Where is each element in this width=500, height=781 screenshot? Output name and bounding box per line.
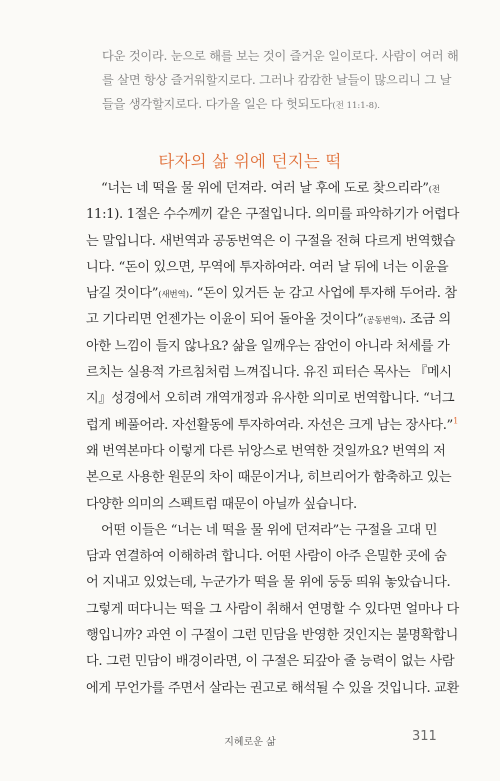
body-line: 다. 그런 민담이 배경이라면, 이 구절은 되갚아 줄 능력이 없는 사람 <box>86 654 455 670</box>
body-line: 어 지내고 있었는데, 누군가가 떡을 물 위에 둥둥 띄워 놓았습니다. <box>86 575 451 591</box>
quote-line <box>102 92 450 118</box>
quote-line: 다운 것이라. 눈으로 해를 보는 것이 즐거운 일이로다. 사람이 여러 해 <box>102 49 459 63</box>
section-title: 타자의 삶 위에 던지는 떡 <box>158 152 342 171</box>
body-line: 는 말입니다. 새번역과 공동번역은 이 구절을 전혀 다르게 번역했습 <box>86 233 456 249</box>
body-line-text: 고 기다리면 언젠가는 이윤이 되어 돌아올 것이다” <box>86 312 364 328</box>
running-footer-title: 지혜로운 삶 <box>224 737 276 748</box>
translation-label: (새번역) <box>158 289 189 300</box>
body-line: 아한 느낌이 들지 않나요? 삶을 일깨우는 잠언이 아니라 처세를 가 <box>86 338 450 354</box>
inline-reference: (전 <box>428 184 440 194</box>
body-line <box>86 413 458 439</box>
body-line: 본으로 사용한 원문의 차이 때문이거나, 히브리어가 함축하고 있는 <box>86 470 452 486</box>
body-line: 그렇게 떠다니는 떡을 그 사람이 취해서 연명할 수 있다면 얼마나 다 <box>86 601 459 617</box>
body-line: 르치는 실용적 가르침처럼 느껴집니다. 유진 피터슨 목사는 『메시 <box>86 365 452 381</box>
body-line: 어떤 이들은 “너는 네 떡을 물 위에 던져라”는 구절을 고대 민 <box>101 522 438 538</box>
body-line <box>86 176 458 202</box>
quote-reference: (전 11:1-8). <box>332 101 380 112</box>
body-line: 담과 연결하여 이해하려 합니다. 어떤 사람이 아주 은밀한 곳에 숨 <box>86 549 447 565</box>
page-number: 311 <box>412 729 437 744</box>
body-text <box>86 176 458 702</box>
quote-line: 를 살면 항상 즐거워할지로다. 그러나 캄캄한 날들이 많으리니 그 날 <box>102 73 452 88</box>
quote-line-text: 들을 생각할지로다. 다가올 일은 다 헛되도다 <box>102 97 333 112</box>
body-line <box>86 281 458 307</box>
body-line-text: 럽게 베풀어라. 자선활동에 투자하여라. 자선은 크게 남는 장사다.” <box>86 417 453 433</box>
body-line-text: 남길 것이다” <box>86 286 159 302</box>
body-line: 지』성경에서 오히려 개역개정과 유사한 의미로 번역합니다. “너그 <box>86 391 455 407</box>
body-line: 니다. “돈이 있으면, 무역에 투자하여라. 여러 날 뒤에 너는 이윤을 <box>86 259 449 275</box>
body-line: 11:1). 1절은 수수께끼 같은 구절입니다. 의미를 파악하기가 어렵다 <box>86 207 459 223</box>
footnote-marker[interactable]: 1 <box>452 416 458 427</box>
body-line: 행입니까? 과연 이 구절이 그런 민담을 반영한 것인지는 불명확합니 <box>86 628 458 644</box>
body-line <box>86 307 458 333</box>
body-line-text: . 조금 의 <box>402 312 451 328</box>
translation-label: (공동번역) <box>363 315 403 326</box>
body-line-text: . “돈이 있거든 눈 감고 사업에 투자해 두어라. 참 <box>189 286 457 302</box>
body-line: 왜 번역본마다 이렇게 다른 뉘앙스로 번역한 것일까요? 번역의 저 <box>86 443 446 459</box>
body-line: 에게 무언가를 주면서 살라는 권고로 해석될 수 있을 것입니다. 교환 <box>86 680 459 696</box>
body-line: 다양한 의미의 스펙트럼 때문이 아닐까 싶습니다. <box>86 496 357 512</box>
scripture-quote <box>102 44 459 119</box>
body-line-text: “너는 네 떡을 물 위에 던져라. 여러 날 후에 도로 찾으리라” <box>101 181 429 196</box>
